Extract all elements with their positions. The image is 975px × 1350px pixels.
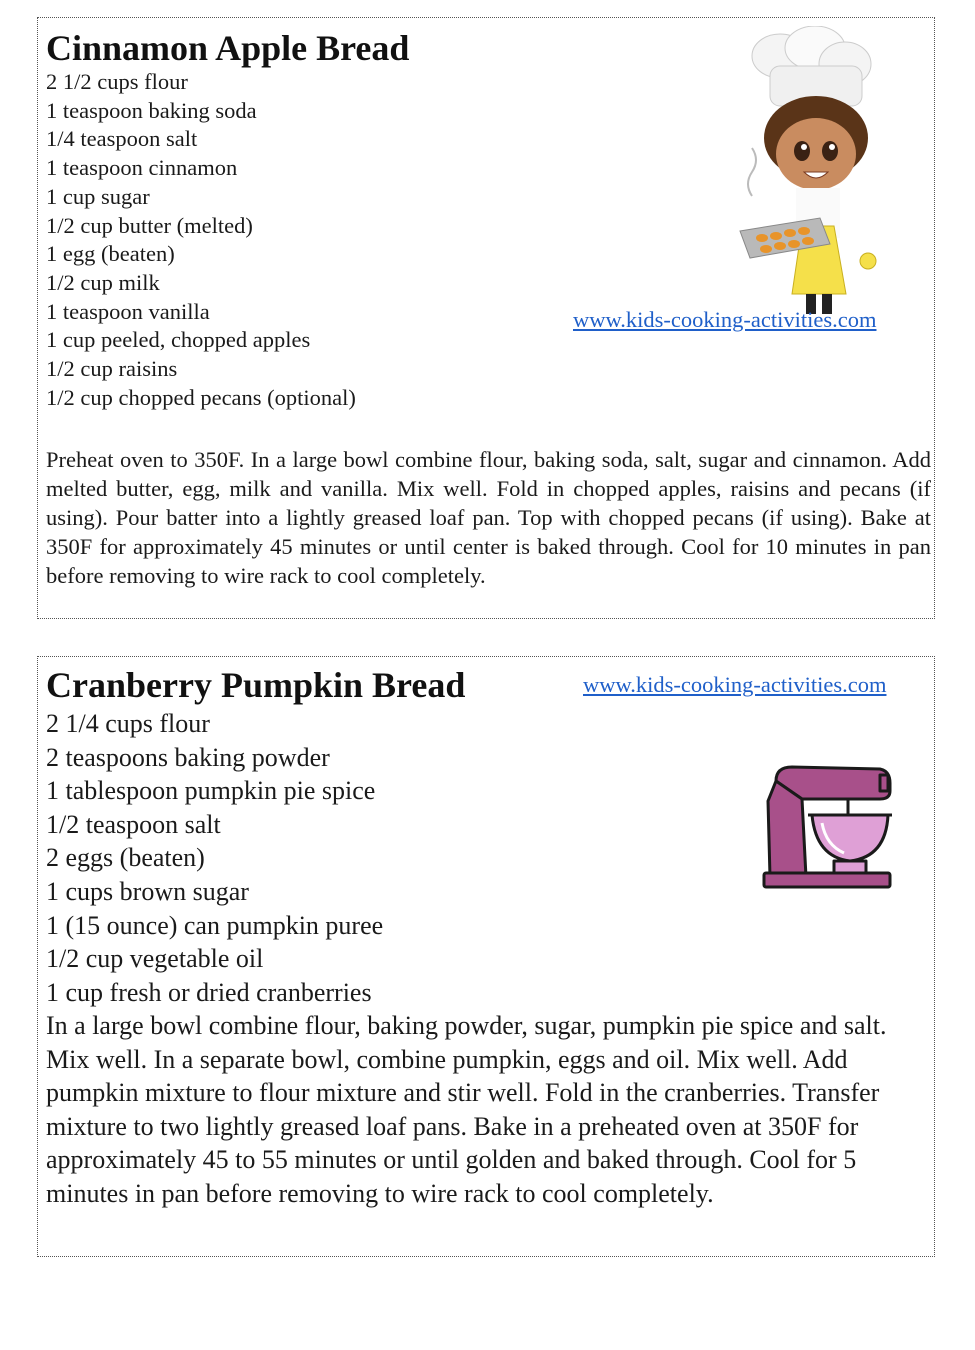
ingredient-list xyxy=(46,68,356,412)
ingredient-list xyxy=(46,707,383,1009)
website-link[interactable]: www.kids-cooking-activities.com xyxy=(583,672,887,697)
recipe-title: Cranberry Pumpkin Bread xyxy=(46,665,466,705)
ingredient-item: 1/4 teaspoon salt xyxy=(46,126,198,152)
ingredient-item: 1 egg (beaten) xyxy=(46,241,175,267)
ingredient-item: 1/2 cup milk xyxy=(46,269,160,295)
website-link[interactable]: www.kids-cooking-activities.com xyxy=(573,307,877,332)
ingredient-item: 1 (15 ounce) can pumpkin puree xyxy=(46,910,384,940)
ingredient-item: 1/2 cup chopped pecans (optional) xyxy=(46,384,356,410)
recipe-card-cranberry-pumpkin-bread xyxy=(37,656,935,1257)
recipe-card-cinnamon-apple-bread xyxy=(37,17,935,619)
recipe-directions: In a large bowl combine flour, baking powder, sugar, pumpkin pie spice and salt. Mix well. In a separate bowl, combine pumpkin, eggs and oil. Mix well. Add pumpkin mixture to flour mixture and stir well. Fold in the cranberries. Transfer mixture to two lightly greased loaf pans. Bake in a preheated oven at 350F for approximately 45 to 55 minutes or until golden and baked through. Cool for 5 minutes in pan before removing to wire rack to cool completely. xyxy=(46,1011,887,1208)
recipe-directions: Preheat oven to 350F. In a large bowl combine flour, baking soda, salt, sugar and cinnamon. Add melted butter, egg, milk and vanilla. Mix well. Fold in chopped apples, raisins and pecans (if using). Pour batter into a lightly greased loaf pan. Top with chopped pecans (if using). Bake at 350F for approximately 45 minutes or until center is baked through. Cool for 10 minutes in pan before removing to wire rack to cool completely. xyxy=(46,447,931,588)
ingredient-item: 1 teaspoon cinnamon xyxy=(46,155,238,181)
ingredient-item: 1 teaspoon baking soda xyxy=(46,97,257,123)
ingredient-item: 1/2 cup vegetable oil xyxy=(46,944,264,974)
ingredient-item: 2 1/2 cups flour xyxy=(46,69,188,94)
ingredient-item: 1 cups brown sugar xyxy=(46,876,249,906)
ingredient-item: 2 eggs (beaten) xyxy=(46,843,205,873)
ingredient-item: 1 cup sugar xyxy=(46,183,150,209)
ingredient-item: 1 teaspoon vanilla xyxy=(46,298,210,324)
ingredient-item: 1 cup fresh or dried cranberries xyxy=(46,977,372,1007)
ingredient-item: 1 tablespoon pumpkin pie spice xyxy=(46,776,376,806)
ingredient-item: 1 cup peeled, chopped apples xyxy=(46,327,311,353)
chef-kid-illustration-icon xyxy=(700,26,900,316)
recipe-title: Cinnamon Apple Bread xyxy=(46,28,410,68)
stand-mixer-icon xyxy=(762,761,897,891)
ingredient-item: 2 teaspoons baking powder xyxy=(46,742,330,772)
ingredient-item: 1/2 cup butter (melted) xyxy=(46,212,253,238)
ingredient-item: 1/2 cup raisins xyxy=(46,356,178,382)
ingredient-item: 2 1/4 cups flour xyxy=(46,709,210,738)
ingredient-item: 1/2 teaspoon salt xyxy=(46,809,221,839)
